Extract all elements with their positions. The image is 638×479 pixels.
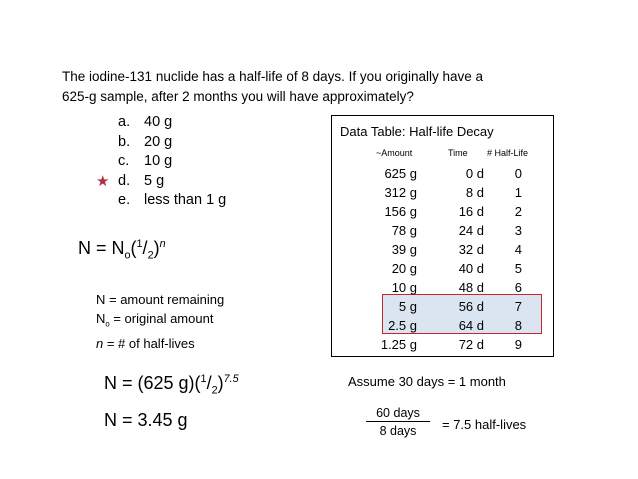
table-cell: 78 g	[391, 223, 417, 238]
choice-letter: c.	[118, 153, 130, 169]
table-cell: 10 g	[391, 280, 417, 295]
question-text	[62, 67, 483, 107]
table-cell: 312 g	[384, 185, 417, 200]
table-cell: 5 g	[398, 299, 417, 314]
column-header-time: Time	[448, 148, 468, 158]
answer-choices	[96, 113, 227, 211]
question-line-1: The iodine-131 nuclide has a half-life of 8 days. If you originally have a	[62, 69, 484, 84]
table-cell: 1.25 g	[380, 337, 417, 352]
table-cell: 32 d	[458, 242, 484, 257]
choice-text: 40 g	[144, 114, 173, 130]
table-cell: 24 d	[458, 223, 484, 238]
fraction-numerator: 60 days	[366, 406, 430, 422]
choice-a[interactable]	[118, 113, 226, 133]
table-cell: 48 d	[458, 280, 484, 295]
choice-e[interactable]	[118, 191, 226, 211]
definition-n: N = amount remaining	[96, 292, 225, 307]
table-cell: 39 g	[391, 242, 417, 257]
definition-half-lives: n = # of half-lives	[96, 335, 195, 351]
table-cell: 3	[514, 223, 522, 238]
column-header-half-life: # Half-Life	[487, 148, 529, 158]
choice-letter: e.	[118, 192, 131, 208]
table-cell: 2	[514, 204, 522, 219]
column-header-amount: ~Amount	[376, 148, 413, 158]
choice-text: 5 g	[144, 172, 165, 189]
table-cell: 0	[514, 166, 522, 181]
table-cell: 72 d	[458, 337, 484, 352]
calculation-result: N = 3.45 g	[104, 410, 188, 430]
table-cell: 9	[514, 337, 522, 352]
table-cell: 8	[514, 318, 522, 333]
table-cell: 56 d	[458, 299, 484, 314]
table-cell: 4	[514, 242, 522, 257]
table-cell: 156 g	[384, 204, 417, 219]
table-cell: 16 d	[458, 204, 484, 219]
table-cell: 20 g	[391, 261, 417, 276]
table-cell: 5	[514, 261, 522, 276]
assumption-text: Assume 30 days = 1 month	[348, 374, 506, 389]
table-cell: 8 d	[465, 185, 484, 200]
choice-d[interactable]	[96, 172, 226, 192]
definition-n0: $N_o$ = original amount	[96, 311, 214, 329]
choice-b[interactable]	[118, 133, 226, 153]
table-cell: 1	[514, 185, 522, 200]
fraction-denominator: 8 days	[379, 424, 417, 438]
question-line-2: 625-g sample, after 2 months you will have approximately?	[62, 89, 414, 104]
star-icon: ★	[96, 172, 110, 190]
formula-definitions	[96, 290, 224, 353]
days-fraction	[366, 406, 430, 438]
choice-text: 20 g	[144, 133, 173, 150]
data-table	[331, 115, 554, 357]
table-cell: 0 d	[465, 166, 484, 181]
choice-letter: d.	[118, 172, 131, 189]
table-cell: 7	[514, 299, 522, 314]
half-lives-result: = 7.5 half-lives	[442, 417, 527, 432]
choice-text: less than 1 g	[144, 192, 227, 208]
choice-c[interactable]	[118, 152, 226, 172]
table-cell: 40 d	[458, 261, 484, 276]
table-cell: 64 d	[458, 318, 484, 333]
calculation-step: N = (625 $g)(^1/_2)^{7.5}$	[104, 373, 239, 397]
table-cell: 625 g	[384, 166, 417, 181]
half-life-formula: $N = N_o(^1/_2)^n$	[78, 238, 166, 262]
table-cell: 6	[514, 280, 522, 295]
table-cell: 2.5 g	[388, 318, 417, 333]
table-title: Data Table: Half-life Decay	[340, 124, 494, 139]
choice-text: 10 g	[144, 153, 173, 169]
choice-letter: a.	[118, 114, 131, 130]
choice-letter: b.	[118, 133, 131, 150]
